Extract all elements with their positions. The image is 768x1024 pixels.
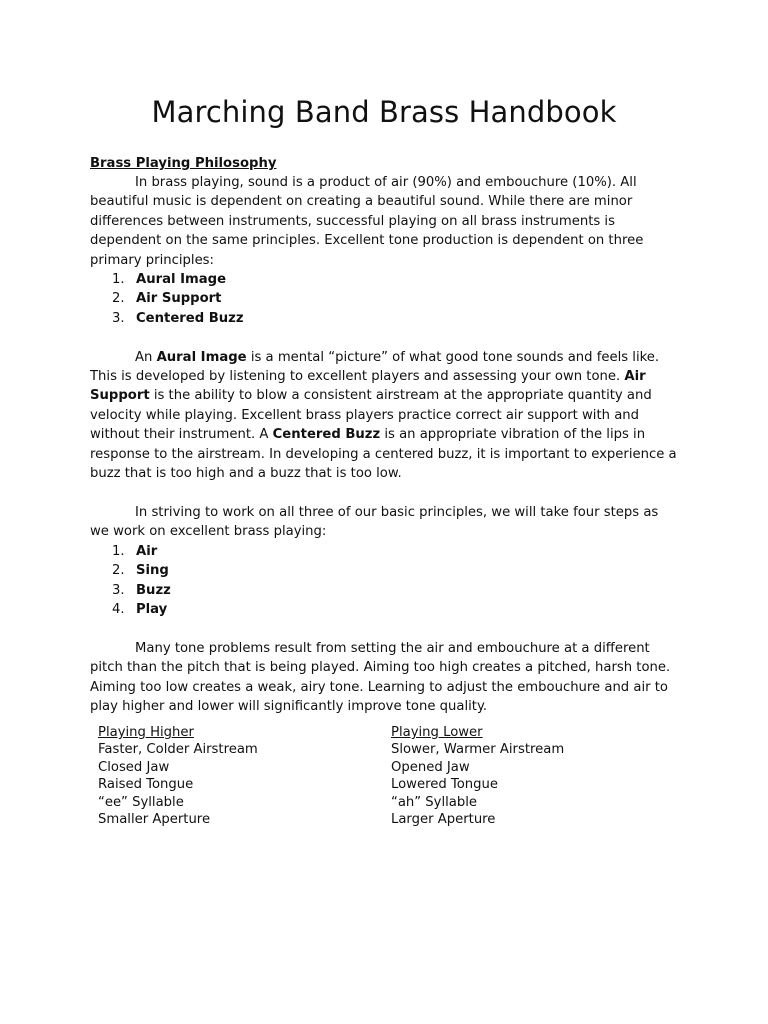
list-item: Lowered Tongue xyxy=(391,777,498,793)
definition-text: is an appropriate vibration of the lips in response to the airstream. In developing a centered buzz, it is important to experience a buzz that is too high and a buzz that is too low. xyxy=(90,427,677,482)
list-item xyxy=(90,309,680,328)
list-item-label: Buzz xyxy=(136,582,171,598)
playing-higher-heading: Playing Higher xyxy=(98,725,194,740)
principles-list xyxy=(90,270,680,328)
list-item: Smaller Aperture xyxy=(98,812,211,828)
list-item-label: Play xyxy=(136,601,168,617)
list-number: 3. xyxy=(112,582,125,598)
list-number: 2. xyxy=(112,291,125,307)
tone-paragraph: Many tone problems result from setting the air and embouchure at a different pitch than the pitch that is being played. Aiming too high creates a pitched, harsh tone. Aiming too low creates a weak, airy tone. Learning to adjust the embouchure and air to play higher and lower will significantly improve tone quality. xyxy=(90,640,671,714)
playing-lower-heading: Playing Lower xyxy=(391,725,483,740)
list-number: 2. xyxy=(112,563,125,579)
page-title: Marching Band Brass Handbook xyxy=(151,95,617,129)
list-item xyxy=(90,561,680,580)
list-item: Opened Jaw xyxy=(391,759,470,775)
definition-term: Centered Buzz xyxy=(272,427,381,443)
list-number: 1. xyxy=(112,272,125,288)
list-item-label: Centered Buzz xyxy=(136,310,244,326)
list-item: Larger Aperture xyxy=(391,812,496,828)
steps-intro-paragraph: In striving to work on all three of our basic principles, we will take four steps as we work on excellent brass playing: xyxy=(90,504,659,540)
list-item: Raised Tongue xyxy=(98,777,194,793)
list-item-label: Sing xyxy=(136,563,169,579)
list-item xyxy=(90,581,680,600)
list-item: Faster, Colder Airstream xyxy=(98,742,258,758)
list-item xyxy=(90,600,680,619)
definitions-paragraph xyxy=(90,348,680,484)
list-item: “ah” Syllable xyxy=(391,794,478,810)
definition-text: is a mental “picture” of what good tone sounds and feels like. This is developed by listening to excellent players and assessing your own tone. xyxy=(90,349,660,385)
list-item-label: Air xyxy=(136,543,158,559)
list-item-label: Aural Image xyxy=(136,272,227,288)
list-item-label: Air Support xyxy=(136,291,222,307)
definition-text: An xyxy=(135,349,157,365)
definition-text: is the ability to blow a consistent airstream at the appropriate quantity and velocity while playing. Excellent brass players practice correct air support with and without their instrument. A xyxy=(90,388,652,443)
list-item xyxy=(90,270,680,289)
definition-term: Air Support xyxy=(90,369,646,404)
steps-list xyxy=(90,542,680,620)
list-number: 1. xyxy=(112,543,125,559)
list-item xyxy=(90,542,680,561)
intro-paragraph: In brass playing, sound is a product of air (90%) and embouchure (10%). All beautiful music is dependent on creating a beautiful sound. While there are minor differences between instruments, successful playing on all brass instruments is dependent on the same principles. Excellent tone production is dependent on three primary principles: xyxy=(90,175,644,268)
section-heading: Brass Playing Philosophy xyxy=(90,156,277,171)
list-item: “ee” Syllable xyxy=(98,794,184,810)
list-item: Slower, Warmer Airstream xyxy=(391,742,565,758)
document-body xyxy=(90,173,680,716)
list-item: Closed Jaw xyxy=(98,759,170,775)
playing-higher-column xyxy=(98,724,258,828)
list-item xyxy=(90,289,680,308)
list-number: 4. xyxy=(112,601,125,617)
list-number: 3. xyxy=(112,310,125,326)
playing-lower-column xyxy=(391,724,564,828)
definition-term: Aural Image xyxy=(156,349,247,365)
